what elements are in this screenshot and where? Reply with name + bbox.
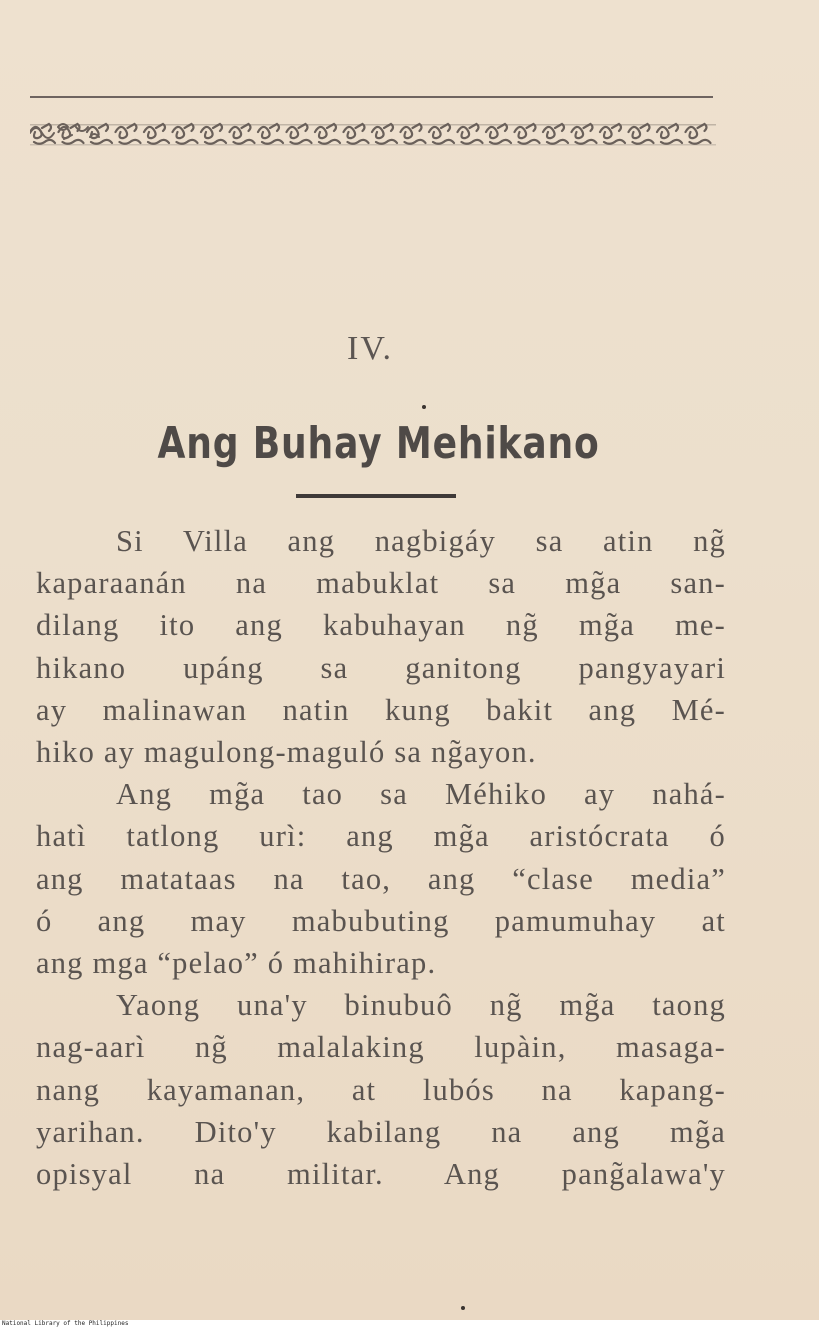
text-line: nag-aarì ng̃ malalaking lupàin, masaga- xyxy=(36,1030,726,1065)
text-line: hatì tatlong urì: ang mg̃a aristócrata ó xyxy=(36,819,726,854)
ornament-motif xyxy=(173,124,198,144)
text-line: yarihan. Dito'y kabilang na ang mg̃a xyxy=(36,1114,726,1149)
ornament-motif xyxy=(401,124,426,144)
ornament-motif xyxy=(116,124,141,144)
text-line: ang matataas na tao, ang “clase media” xyxy=(36,861,726,896)
ornament-motif xyxy=(30,124,55,144)
text-line: ó ang may mabubuting pamumuhay at xyxy=(36,903,726,938)
ornament-motif xyxy=(87,124,112,144)
ornament-motif xyxy=(287,124,312,144)
chapter-number: IV. xyxy=(347,330,393,367)
ornament-motif xyxy=(572,124,597,144)
text-line: opisyal na militar. Ang pang̃alawa'y xyxy=(36,1157,726,1192)
ornament-motif xyxy=(59,124,84,144)
ornament-motif xyxy=(315,124,340,144)
text-line: ang mga “pelao” ó mahihirap. xyxy=(36,946,437,981)
ornament-motif xyxy=(201,124,226,144)
text-line: nang kayamanan, at lubós na kapang- xyxy=(36,1072,726,1107)
ornament-motif xyxy=(258,124,283,144)
ornament-motif xyxy=(344,124,369,144)
body-text xyxy=(36,520,726,1195)
top-rule xyxy=(30,96,713,98)
ornament-motif xyxy=(543,124,568,144)
title-underline xyxy=(296,494,456,498)
ornament-motif xyxy=(657,124,682,144)
ornament-motif xyxy=(429,124,454,144)
ink-speck xyxy=(422,405,426,409)
ornament-motif xyxy=(458,124,483,144)
ornament-motif xyxy=(486,124,511,144)
ornament-motif xyxy=(629,124,654,144)
ornament-motif xyxy=(230,124,255,144)
ornament-motif xyxy=(515,124,540,144)
chapter-title: Ang Buhay Mehikano xyxy=(157,418,600,469)
decorative-ornament-border xyxy=(30,108,716,158)
ornament-motif xyxy=(686,124,711,144)
text-line: dilang ito ang kabuhayan ng̃ mg̃a me- xyxy=(36,608,726,643)
footer-bar xyxy=(0,1320,819,1328)
text-line: hikano upáng sa ganitong pangyayari xyxy=(36,650,726,685)
ornament-motif xyxy=(372,124,397,144)
text-line: Ang mg̃a tao sa Méhiko ay nahá- xyxy=(116,777,726,812)
footer-credit: National Library of the Philippines xyxy=(2,1320,129,1327)
text-line: Si Villa ang nagbigáy sa atin ng̃ xyxy=(116,524,726,558)
text-line: Yaong una'y binubuô ng̃ mg̃a taong xyxy=(116,988,726,1023)
ornament-motif xyxy=(600,124,625,144)
ink-speck xyxy=(461,1306,465,1310)
text-line: ay malinawan natin kung bakit ang Mé- xyxy=(36,692,726,727)
ornament-motif xyxy=(144,124,169,144)
text-line: hiko ay magulong-maguló sa ng̃ayon. xyxy=(36,735,537,770)
text-line: kaparaanán na mabuklat sa mg̃a san- xyxy=(36,566,726,601)
